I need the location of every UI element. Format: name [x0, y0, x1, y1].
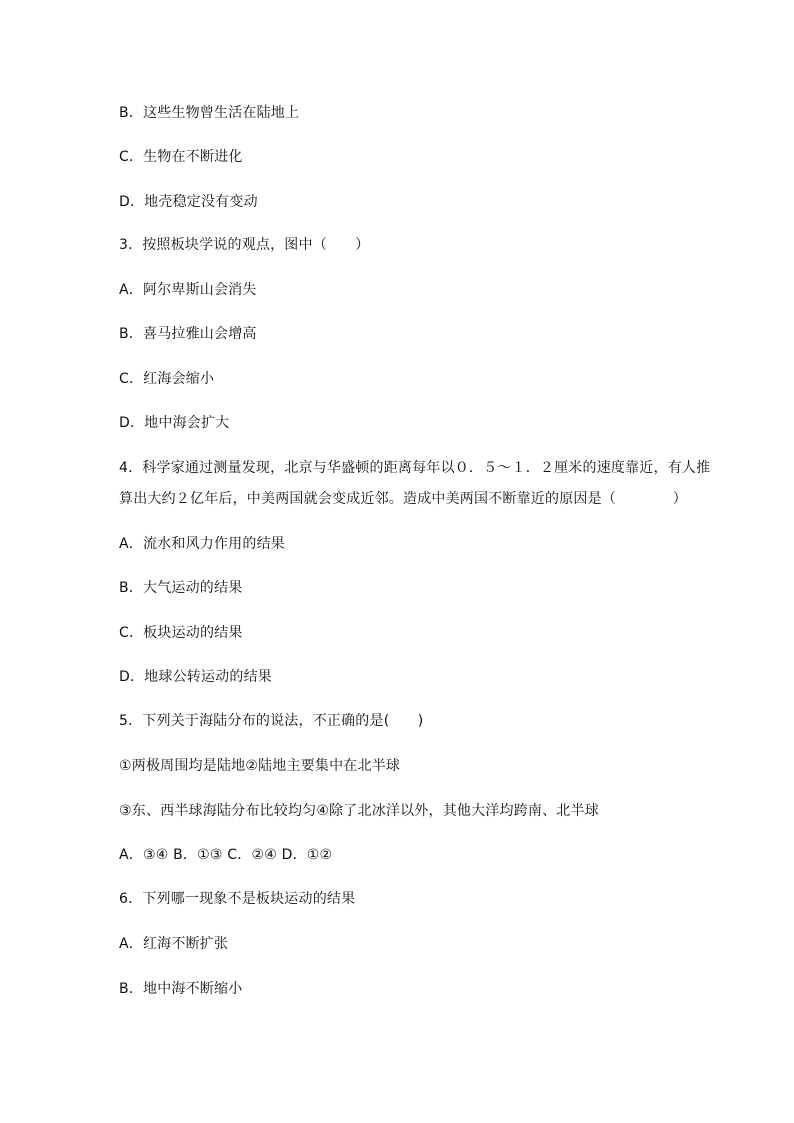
option-b-q4: B．大气运动的结果	[119, 580, 243, 596]
option-a-q6: A．红海不断扩张	[119, 936, 229, 952]
question-6: 6．下列哪一现象不是板块运动的结果	[119, 891, 356, 907]
question-5-statements-2: ③东、西半球海陆分布比较均匀④除了北冰洋以外，其他大洋均跨南、北半球	[119, 803, 599, 819]
option-a-q3: A．阿尔卑斯山会消失	[119, 282, 257, 298]
question-4-line-1: 4．科学家通过测量发现，北京与华盛顿的距离每年以０．５～１．２厘米的速度靠近，有人推	[119, 460, 711, 476]
question-5-options: A．③④ B．①③ C．②④ D．①②	[119, 847, 333, 863]
option-d-q2: D．地壳稳定没有变动	[119, 194, 258, 210]
question-4-line-2: 算出大约２亿年后，中美两国就会变成近邻。造成中美两国不断靠近的原因是（ ）	[119, 491, 687, 507]
question-5: 5．下列关于海陆分布的说法，不正确的是( )	[119, 713, 424, 729]
question-3: 3．按照板块学说的观点，图中（ ）	[119, 237, 370, 253]
option-b-q2: B．这些生物曾生活在陆地上	[119, 105, 300, 121]
option-c-q3: C．红海会缩小	[119, 371, 215, 387]
option-b-q6: B．地中海不断缩小	[119, 981, 243, 997]
option-c-q4: C．板块运动的结果	[119, 625, 243, 641]
option-d-q4: D．地球公转运动的结果	[119, 669, 272, 685]
option-b-q3: B．喜马拉雅山会增高	[119, 326, 257, 342]
option-d-q3: D．地中海会扩大	[119, 415, 230, 431]
question-5-statements-1: ①两极周围均是陆地②陆地主要集中在北半球	[119, 758, 401, 774]
option-c-q2: C．生物在不断进化	[119, 149, 243, 165]
option-a-q4: A．流水和风力作用的结果	[119, 536, 285, 552]
